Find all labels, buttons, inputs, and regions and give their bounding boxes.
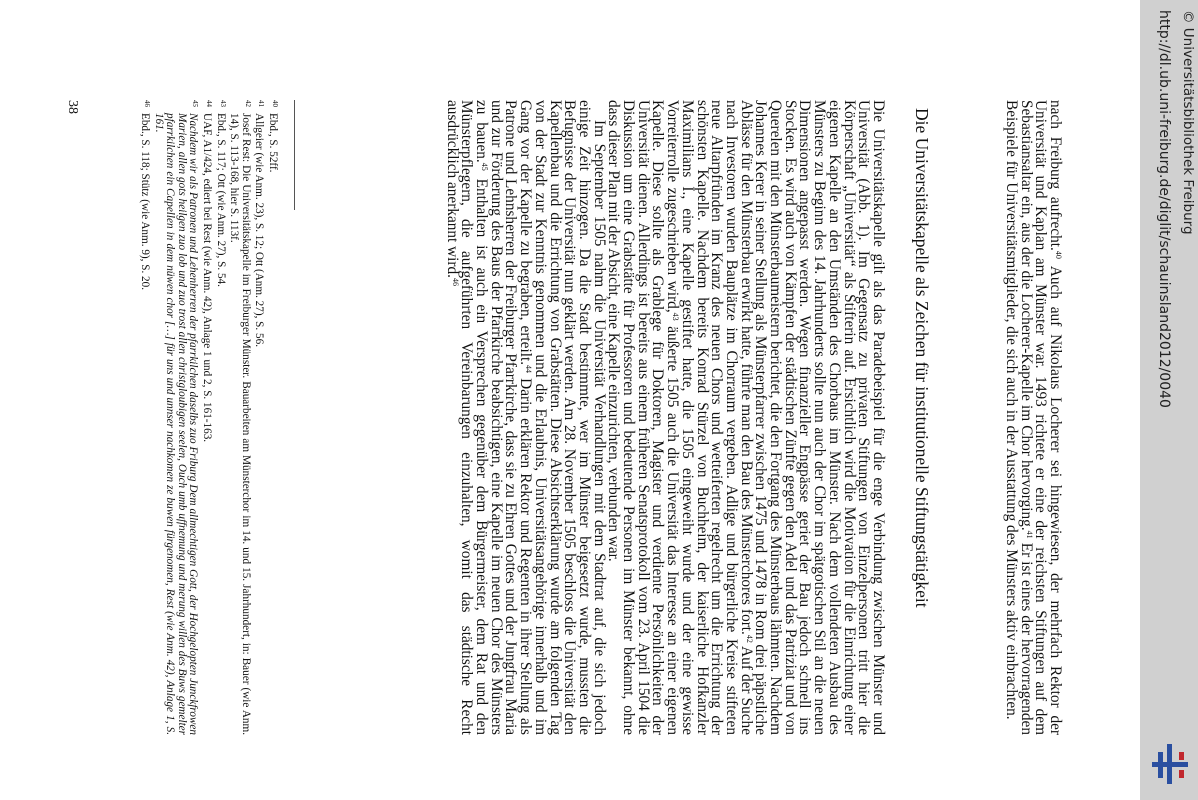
footnote-text: Ebd., S. 118; Stütz (wie Anm. 9), S. 20.: [139, 113, 152, 291]
copyright-notice: © Universitätsbibliothek Freiburg: [1180, 10, 1196, 235]
footnote-42: [228, 100, 253, 735]
footnote-ref-41[interactable]: 41: [1024, 530, 1034, 539]
footnotes: [138, 100, 280, 735]
footnote-45: [152, 100, 200, 735]
paragraph-2: [444, 100, 606, 735]
footnote-text: UAF, A1/424, ediert bei Rest (wie Anm. 42), Anlage 1 und 2, S. 161-163.: [201, 113, 214, 443]
logo-bar-red: [1179, 770, 1184, 778]
para2-text-c: Enthalten ist auch ein Versprechen gegenüber dem Bürgermeister, dem Rat und den Münsterpflegern, die aufgeführten Vereinbarungen einzuhalten, womit das städtische Recht ausdrücklich anerkannt wird.: [443, 100, 491, 735]
source-url-link[interactable]: http://dl.ub.uni-freiburg.de/diglit/schauinsland2012/0040: [1156, 10, 1172, 408]
footnote-number: 40: [271, 100, 279, 107]
footnote-40: [266, 100, 280, 735]
para1-text-b: Auf der Suche nach Investoren wurden Bauplätze im Chorraum vergeben. Adlige und bürgerliche Kreise stifteten neue Altarpfründen im Kranz des neuen Chors und wetteiferten regelrecht um die Errichtung der schönsten Kapelle. Nachdem bereits Konrad Stürzel von Buchheim, der kaiserliche Hofkanzler Maximilians I., eine Kapelle gestiftet hatte, die 1505 eingeweiht wurde und der eine gewisse Vorreiterrolle zugeschrieben wird,: [664, 100, 755, 735]
para1-text-c: äußerte 1505 auch die Universität das Interesse an einer eigenen Kapelle. Diese sollte als Grablege für Doktoren, Magister und verdiente Persönlichkeiten der Universität dienen. Allerdings ist bereits aus einem früheren Senatsprotokoll vom 23. April 1504 die Diskussion um eine Grabstätte für Professoren und bedeutende Personen im Münster bekannt, ohne dass dieser Plan mit der Absicht, eine Kapelle einzurichten, verbunden war.: [605, 100, 682, 735]
intro-text-c: Er ist eines der hervorragenden Beispiele für Universitätsmitglieder, die sich auch in der Ausstattung des Münsters aktiv einbrachten.: [1002, 100, 1035, 735]
footnote-number: 41: [257, 100, 266, 107]
footnote-divider: [294, 100, 295, 210]
footnote-text: Ebd., S. 52ff.: [267, 113, 279, 173]
footnote-ref-45[interactable]: 45: [480, 162, 490, 171]
footnote-41: [253, 100, 267, 735]
footnote-number: 42: [243, 100, 252, 107]
footnote-text: Nachdem wir als Patronen und Lehenherren der pfarrkilchen daselbs zuo Friburg Dem allmechtigen Gott, der Hochgelopten Junckfrowen Marien, allen gots heilgen zuo lob und zuo trost allen christgloubigen seelen, Ouch umb uffnemung und merung willen des Buws gemelter pfarrkilchen ein Capellen in dem nüwen chor […] für uns und unnser nachkomen ze buwen fürgenomen, Rest (wie Anm. 42), Anlage 1, S. 161.: [152, 113, 200, 735]
footnote-44: [200, 100, 214, 735]
footnote-ref-43[interactable]: 43: [671, 312, 681, 321]
page-number: 38: [65, 100, 80, 114]
para2-text-b: Darin erklären Rektor und Regenten in ihrer Stellung als Patrone und Lehnsherren der Freiburger Pfarrkirche, dass sie zu Ehren Gottes und der Jungfrau Maria und zur Förderung des Baus der Pfarrkirche beabsichtigen, eine Kapelle im neuen Chor des Münsters zu bauen.: [473, 100, 535, 735]
footnote-text: Allgeier (wie Anm. 23), S. 12; Ott (Anm. 27), S. 56.: [253, 113, 266, 347]
footnote-text: Ebd., S. 117; Ott (wie Anm. 27), S. 54.: [214, 113, 227, 287]
para1-text-a: Die Universitätskapelle gilt als das Paradebeispiel für die enge Verbindung zwischen Münster und Universität (Abb. 1). Im Gegensatz zu privaten Stiftungen von Einzelpersonen tritt hier die Körperschaft „Universität“ als Stifterin auf. Ersichtlich wird die Motivation für die Einrichtung einer eigenen Kapelle an den Umständen des Chorbaus im Münster. Nach dem vollendeten Ausbau des Münsters zu Beginn des 14. Jahrhunderts sollte nun auch der Chor im spätgotischen Stil an die neuen Dimensionen angepasst werden. Wegen finanzieller Engpässe geriet der Bau jedoch schnell ins Stocken. Es wird auch von Kämpfen der städtischen Zünfte gegen den Adel und das Patriziat und von Querelen mit den Münsterbaumeistern berichtet, die den Fortgang des Münsterbaus lähmten. Nachdem Johannes Kerer in seiner Stellung als Münsterpfarrer zwischen 1475 und 1478 in Rom drei päpstliche Ablässe für den Münsterbau erwirkt hatte, führte man den Bau des Münsterchores fort.: [737, 100, 887, 735]
footnote-ref-42[interactable]: 42: [744, 634, 754, 643]
footnote-number: 44: [205, 100, 214, 107]
intro-text-a: nach Freiburg aufrecht.: [1047, 100, 1064, 251]
footnote-46: [138, 100, 152, 735]
intro-paragraph: [1003, 100, 1062, 735]
para2-text-a: Im September 1505 nahm die Universität Verhandlungen mit dem Stadtrat auf, die sich jedoch einige Zeit hinzogen. Da die Stadt bestimmte, wer im Münster beigesetzt wurde, mussten die Befugnisse der Universität nun geklärt werden. Am 28. November 1505 beschloss die Universität den Kapellenbau und die Errichtung von Grabstätten. Diese Absichtserklärung wurde am folgenden Tag von der Stadt zur Kenntnis genommen und die Erlaubnis, Universitätsangehörige innerhalb und im Gang vor der Kapelle zu begraben, erteilt.: [517, 100, 608, 735]
logo-bar-red: [1179, 752, 1184, 760]
footnote-ref-40[interactable]: 40: [1054, 250, 1063, 259]
paragraph-1: [606, 100, 885, 735]
body-text: [444, 100, 885, 735]
section-heading: Die Universitätskapelle als Zeichen für institutionelle Stiftungstätigkeit: [912, 108, 932, 608]
footnote-number: 43: [218, 100, 227, 107]
footnote-text: Josef Rest: Die Universitätskapelle im Freiburger Münster. Bauarbeiten am Münsterchor im 14. und 15. Jahrhundert, in: Bauer (wie Anm. 14), S. 113-168, hier S. 113f.: [228, 113, 252, 735]
footnote-number: 46: [143, 100, 152, 107]
logo-bar: [1158, 752, 1163, 778]
intro-text-b: Auch auf Nikolaus Locherer sei hingewiesen, der mehrfach Rektor der Universität und Kaplan am Münster war. 1493 richtete er eine der reichsten Stiftungen auf dem Sebastiansaltar ein, aus der die Locherer-Kapelle im Chor hervorging.: [1017, 100, 1064, 735]
footnote-ref-46[interactable]: 46: [450, 277, 460, 286]
footnote-43: [214, 100, 228, 735]
university-library-logo-icon: [1148, 740, 1192, 790]
footnote-ref-44[interactable]: 44: [524, 365, 534, 374]
footnote-number: 45: [191, 100, 200, 107]
logo-bar: [1167, 744, 1172, 784]
